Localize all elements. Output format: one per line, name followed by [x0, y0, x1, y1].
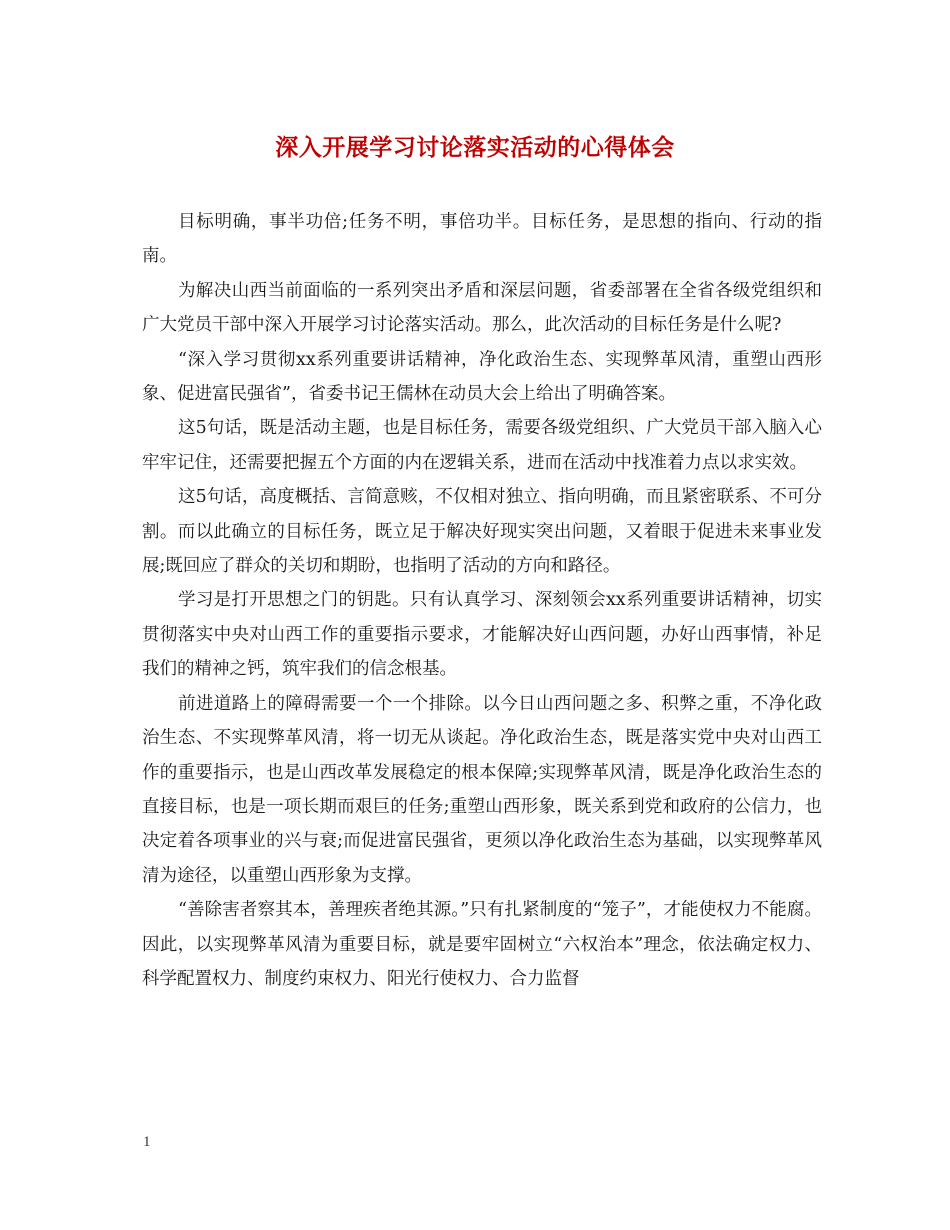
paragraph: 为解决山西当前面临的一系列突出矛盾和深层问题，省委部署在全省各级党组织和广大党员干部中深入开展学习讨论落实活动。那么，此次活动的目标任务是什么呢?	[142, 280, 822, 336]
paragraph: 学习是打开思想之门的钥匙。只有认真学习、深刻领会xx系列重要讲话精神，切实贯彻落实中央对山西工作的重要指示要求，才能解决好山西问题，办好山西事情，补足我们的精神之钙，筑牢我们的信念根基。	[142, 590, 822, 680]
page-number: 1	[143, 1134, 151, 1150]
paragraph: 前进道路上的障碍需要一个一个排除。以今日山西问题之多、积弊之重，不净化政治生态、不实现弊革风清，将一切无从谈起。净化政治生态，既是落实党中央对山西工作的重要指示，也是山西改革发展稳定的根本保障;实现弊革风清，既是净化政治生态的直接目标，也是一项长期而艰巨的任务;重塑山西形象，既关系到党和政府的公信力，也决定着各项事业的兴与衰;而促进富民强省，更须以净化政治生态为基础，以实现弊革风清为途径，以重塑山西形象为支撑。	[142, 693, 822, 886]
paragraph: “善除害者察其本，善理疾者绝其源。”只有扎紧制度的“笼子”，才能使权力不能腐。因此，以实现弊革风清为重要目标，就是要牢固树立“六权治本”理念，依法确定权力、科学配置权力、制度约束权力、阳光行使权力、合力监督	[142, 900, 822, 989]
paragraph: 这5句话，高度概括、言简意赅，不仅相对独立、指向明确，而且紧密联系、不可分割。而以此确立的目标任务，既立足于解决好现实突出问题，又着眼于促进未来事业发展;既回应了群众的关切和期盼，也指明了活动的方向和路径。	[142, 487, 822, 577]
paragraph: “深入学习贯彻xx系列重要讲话精神，净化政治生态、实现弊革风清，重塑山西形象、促进富民强省”，省委书记王儒林在动员大会上给出了明确答案。	[142, 349, 822, 405]
paragraph: 这5句话，既是活动主题，也是目标任务，需要各级党组织、广大党员干部入脑入心牢牢记住，还需要把握五个方面的内在逻辑关系，进而在活动中找准着力点以求实效。	[142, 418, 822, 473]
document-body	[142, 205, 822, 996]
paragraph: 目标明确，事半功倍;任务不明，事倍功半。目标任务，是思想的指向、行动的指南。	[142, 212, 822, 267]
page-title: 深入开展学习讨论落实活动的心得体会	[275, 134, 675, 161]
